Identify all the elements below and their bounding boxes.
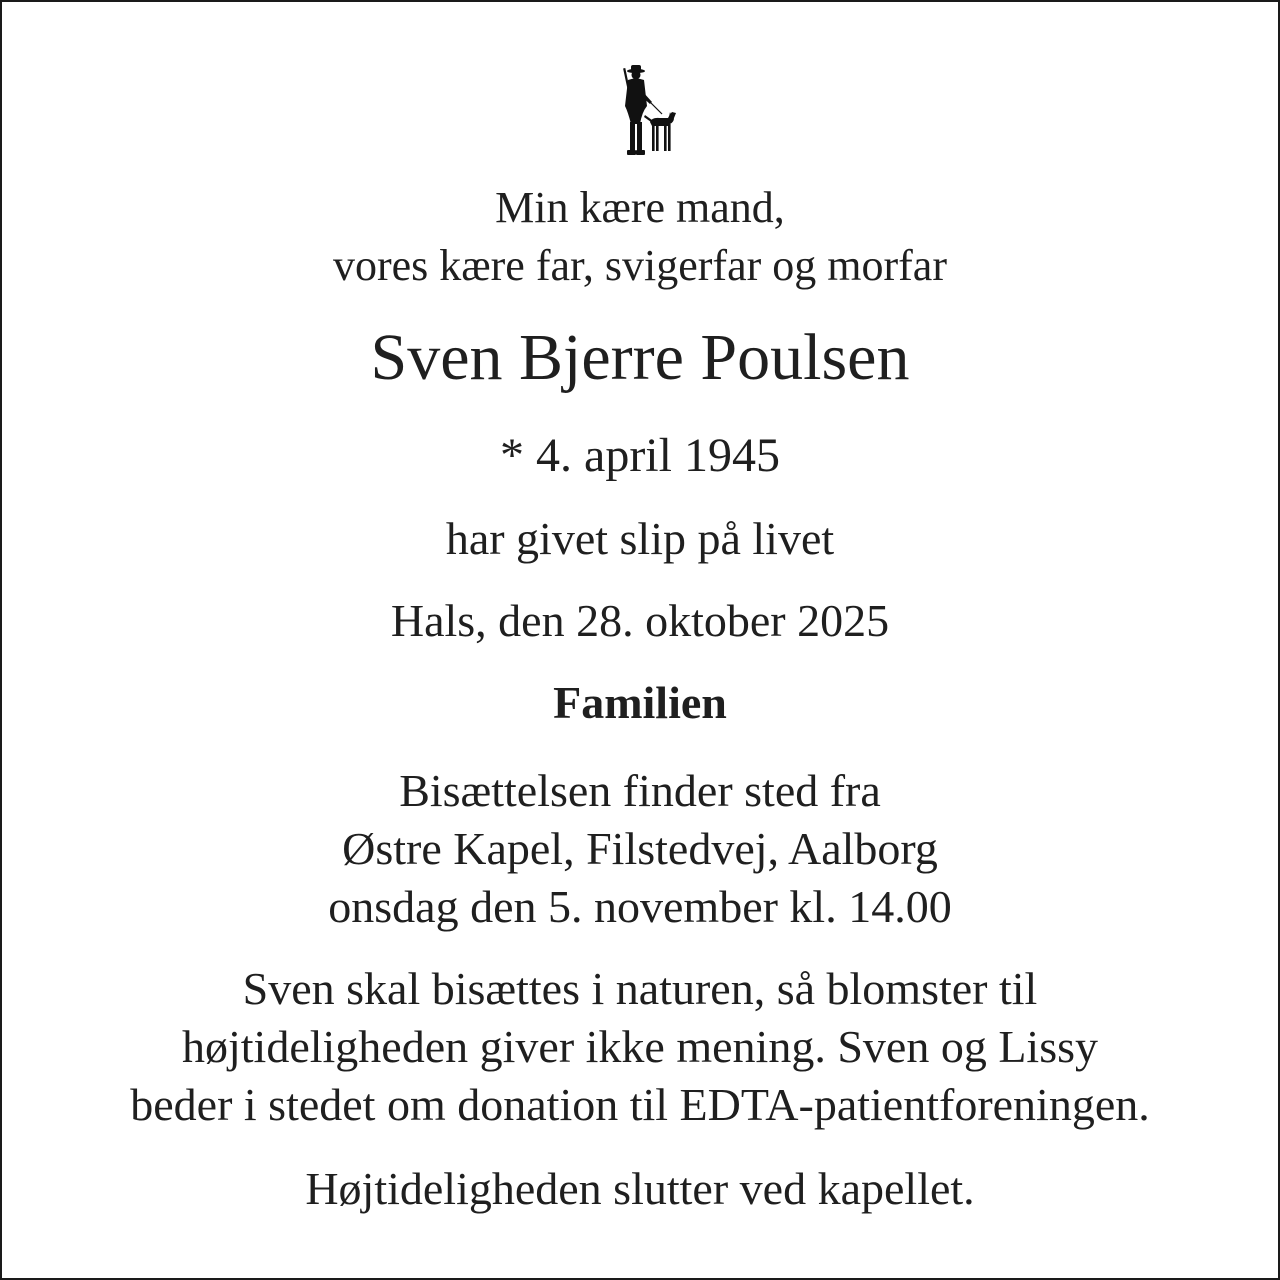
funeral-info-line-1: Bisættelsen finder sted fra — [399, 765, 881, 816]
intro-line-2: vores kære far, svigerfar og morfar — [333, 241, 947, 290]
funeral-info-line-3: onsdag den 5. november kl. 14.00 — [328, 881, 952, 932]
donation-note-line-3: beder i stedet om donation til EDTA-patientforeningen. — [130, 1079, 1150, 1130]
birth-date: * 4. april 1945 — [500, 429, 780, 482]
signature-family: Familien — [553, 677, 727, 728]
funeral-info-line-2: Østre Kapel, Filstedvej, Aalborg — [342, 823, 938, 874]
place-and-date: Hals, den 28. oktober 2025 — [390, 595, 890, 646]
donation-note-line-1: Sven skal bisættes i naturen, så blomster til — [242, 963, 1038, 1014]
closing-text: Højtideligheden slutter ved kapellet. — [305, 1163, 975, 1214]
hunter-with-dog-icon — [606, 62, 678, 160]
deceased-name: Sven Bjerre Poulsen — [370, 321, 910, 394]
passing-text: har givet slip på livet — [445, 513, 835, 564]
donation-note-line-2: højtideligheden giver ikke mening. Sven og Lissy — [181, 1021, 1099, 1072]
intro-line-1: Min kære mand, — [495, 183, 785, 232]
